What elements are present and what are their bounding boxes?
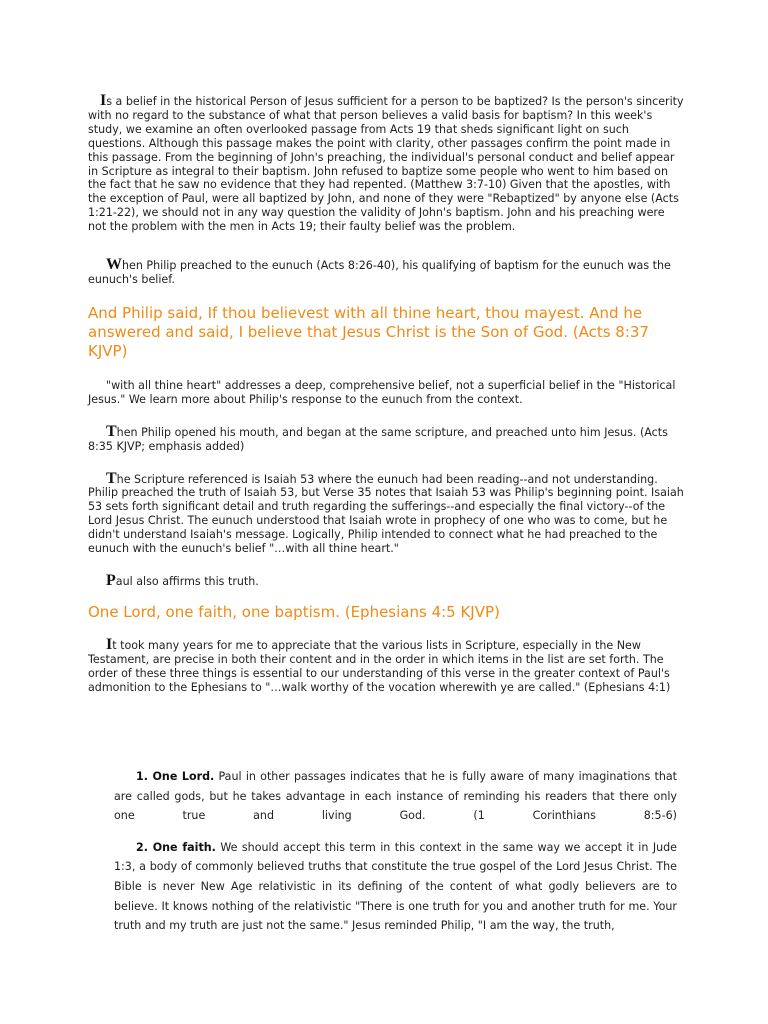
list-item-text: Paul in other passages indicates that he is fully aware of many imaginations that are called gods, but he takes advantage in each instance of reminding his readers that there only one true and living God. (1 Corinthians 8:5-6) — [114, 770, 678, 823]
paragraph-then-philip — [88, 422, 684, 454]
list-item — [114, 767, 677, 826]
list-item-title: 2. One faith. — [136, 840, 216, 854]
paragraph-text: aul also affirms this truth. — [115, 574, 259, 588]
drop-cap: I — [100, 92, 107, 109]
paragraph-lists-in-scripture — [88, 635, 684, 695]
numbered-list — [114, 767, 677, 936]
paragraph-text: "with all thine heart" addresses a deep, comprehensive belief, not a superficial belief in the "Historical Jesus." We learn more about Philip's response to the eunuch from the context. — [88, 378, 676, 406]
drop-cap: W — [106, 256, 122, 274]
drop-cap: P — [106, 571, 116, 589]
paragraph-text: t took many years for me to appreciate that the various lists in Scripture, especially in the New Testament, are precise in both their content and in the order in which items in the list are set forth. The order of these three things is essential to our understanding of this verse in the greater context of Paul's admonition to the Ephesians to "…walk worthy of the vocation wherewith ye are called." (Ephesians 4:1) — [88, 638, 671, 694]
drop-cap: T — [106, 469, 117, 487]
paragraph-with-all-thine-heart — [88, 379, 684, 407]
paragraph-text: hen Philip preached to the eunuch (Acts 8:26-40), his qualifying of baptism for the eunuch was the eunuch's belief. — [88, 259, 671, 286]
article-body — [88, 94, 684, 694]
scripture-quote-acts-8-37: And Philip said, If thou believest with all thine heart, thou mayest. And he answered and said, I believe that Jesus Christ is the Son of God. (Acts 8:37 KJVP) — [88, 303, 649, 360]
list-item — [114, 838, 677, 936]
paragraph-text: s a belief in the historical Person of Jesus sufficient for a person to be baptized? Is the person's sincerity with no regard to the substance of what that person believes a valid basis for baptism? In this week's study, we examine an often overlooked passage from Acts 19 that sheds significant light on such questions. Although this passage makes the point with clarity, other passages confirm the point made in this passage. From the beginning of John's preaching, the individual's personal conduct and belief appear in Scripture as integral to their baptism. John refused to baptize some people who went to him based on the fact that he saw no evidence that they had repented. (Matthew 3:7-10) Given that the apostles, with the exception of Paul, were all baptized by John, and none of they were "Rebaptized" by anyone else (Acts 1:21-22), we should not in any way question the validity of John's baptism. John and his preaching were not the problem with the men in Acts 19; their faulty belief was the problem. — [88, 95, 684, 234]
paragraph-philip-eunuch — [88, 258, 684, 287]
paragraph-text: he Scripture referenced is Isaiah 53 where the eunuch had been reading--and not understanding. Philip preached the truth of Isaiah 53, but Verse 35 notes that Isaiah 53 was Philip's beginning point. Isaiah 53 sets forth significant detail and truth regarding the sufferings--and especially the final victory--of the Lord Jesus Christ. The eunuch understood that Isaiah wrote in prophecy of one who was to come, but he didn't understand Isaiah's message. Logically, Philip intended to connect what he had preached to the eunuch with the eunuch's belief "…with all thine heart." — [88, 472, 684, 556]
paragraph-paul-affirms — [88, 571, 684, 589]
paragraph-scripture-referenced — [88, 469, 684, 556]
paragraph-text: hen Philip opened his mouth, and began at the same scripture, and preached unto him Jesus. (Acts 8:35 KJVP; emphasis added) — [88, 425, 668, 453]
scripture-quote-ephesians-4-5: One Lord, one faith, one baptism. (Ephesians 4:5 KJVP) — [88, 602, 500, 621]
list-item-text: We should accept this term in this context in the same way we accept it in Jude 1:3, a body of commonly believed truths that constitute the true gospel of the Lord Jesus Christ. The Bible is never New Age relativistic in its defining of the content of what godly believers are to believe. It knows nothing of the relativistic "There is one truth for you and another truth for me. Your truth and my truth are just not the same." Jesus reminded Philip, "I am the way, the truth, — [114, 840, 677, 933]
drop-cap: I — [106, 635, 113, 653]
paragraph-intro — [88, 94, 684, 234]
drop-cap: T — [106, 422, 117, 440]
list-item-title: 1. One Lord. — [136, 770, 215, 783]
